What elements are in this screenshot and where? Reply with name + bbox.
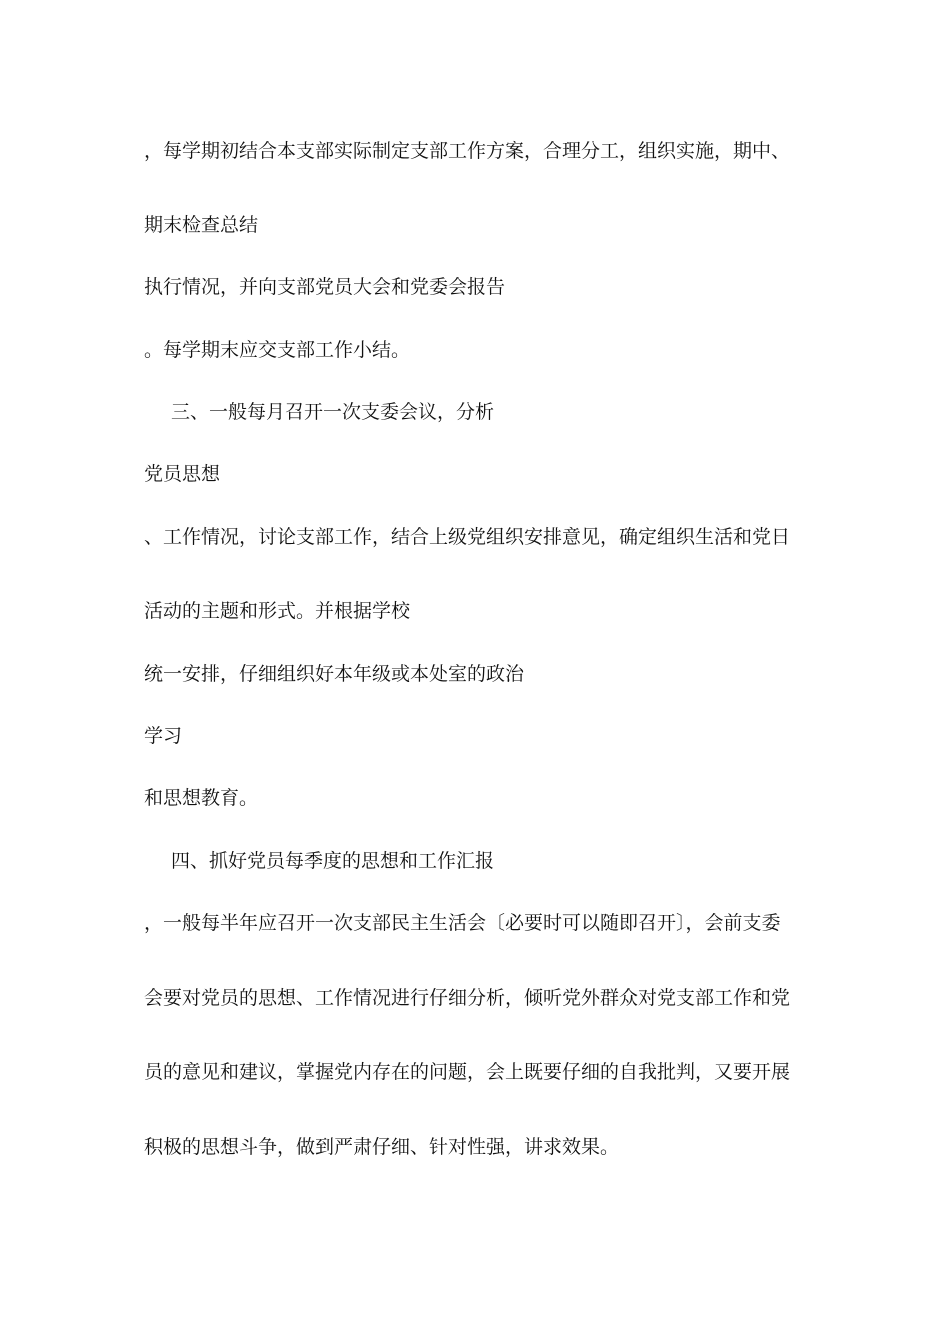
text-line: 学习	[144, 725, 183, 747]
text-line: 和思想教育。	[144, 787, 259, 809]
section-heading-4: 四、抓好党员每季度的思想和工作汇报	[171, 850, 495, 872]
section-heading-3: 三、一般每月召开一次支委会议，分析	[171, 401, 495, 423]
text-line: 统一安排，仔细组织好本年级或本处室的政治	[144, 663, 525, 685]
text-line: 。每学期末应交支部工作小结。	[144, 339, 411, 361]
text-line: 、工作情况，讨论支部工作，结合上级党组织安排意见，确定组织生活和党日	[144, 526, 791, 548]
text-line: 积极的思想斗争，做到严肃仔细、针对性强，讲求效果。	[144, 1136, 620, 1158]
text-line: 员的意见和建议，掌握党内存在的问题，会上既要仔细的自我批判，又要开展	[144, 1061, 791, 1083]
text-line: ，一般每半年应召开一次支部民主生活会〔必要时可以随即召开〕，会前支委	[144, 912, 781, 934]
text-line: 会要对党员的思想、工作情况进行仔细分析，倾听党外群众对党支部工作和党	[144, 987, 791, 1009]
text-line: 执行情况，并向支部党员大会和党委会报告	[144, 276, 506, 298]
text-line: 党员思想	[144, 463, 221, 485]
text-line: 期末检查总结	[144, 214, 259, 236]
text-line: 活动的主题和形式。并根据学校	[144, 600, 411, 622]
text-line: ，每学期初结合本支部实际制定支部工作方案，合理分工，组织实施，期中、	[144, 140, 791, 162]
